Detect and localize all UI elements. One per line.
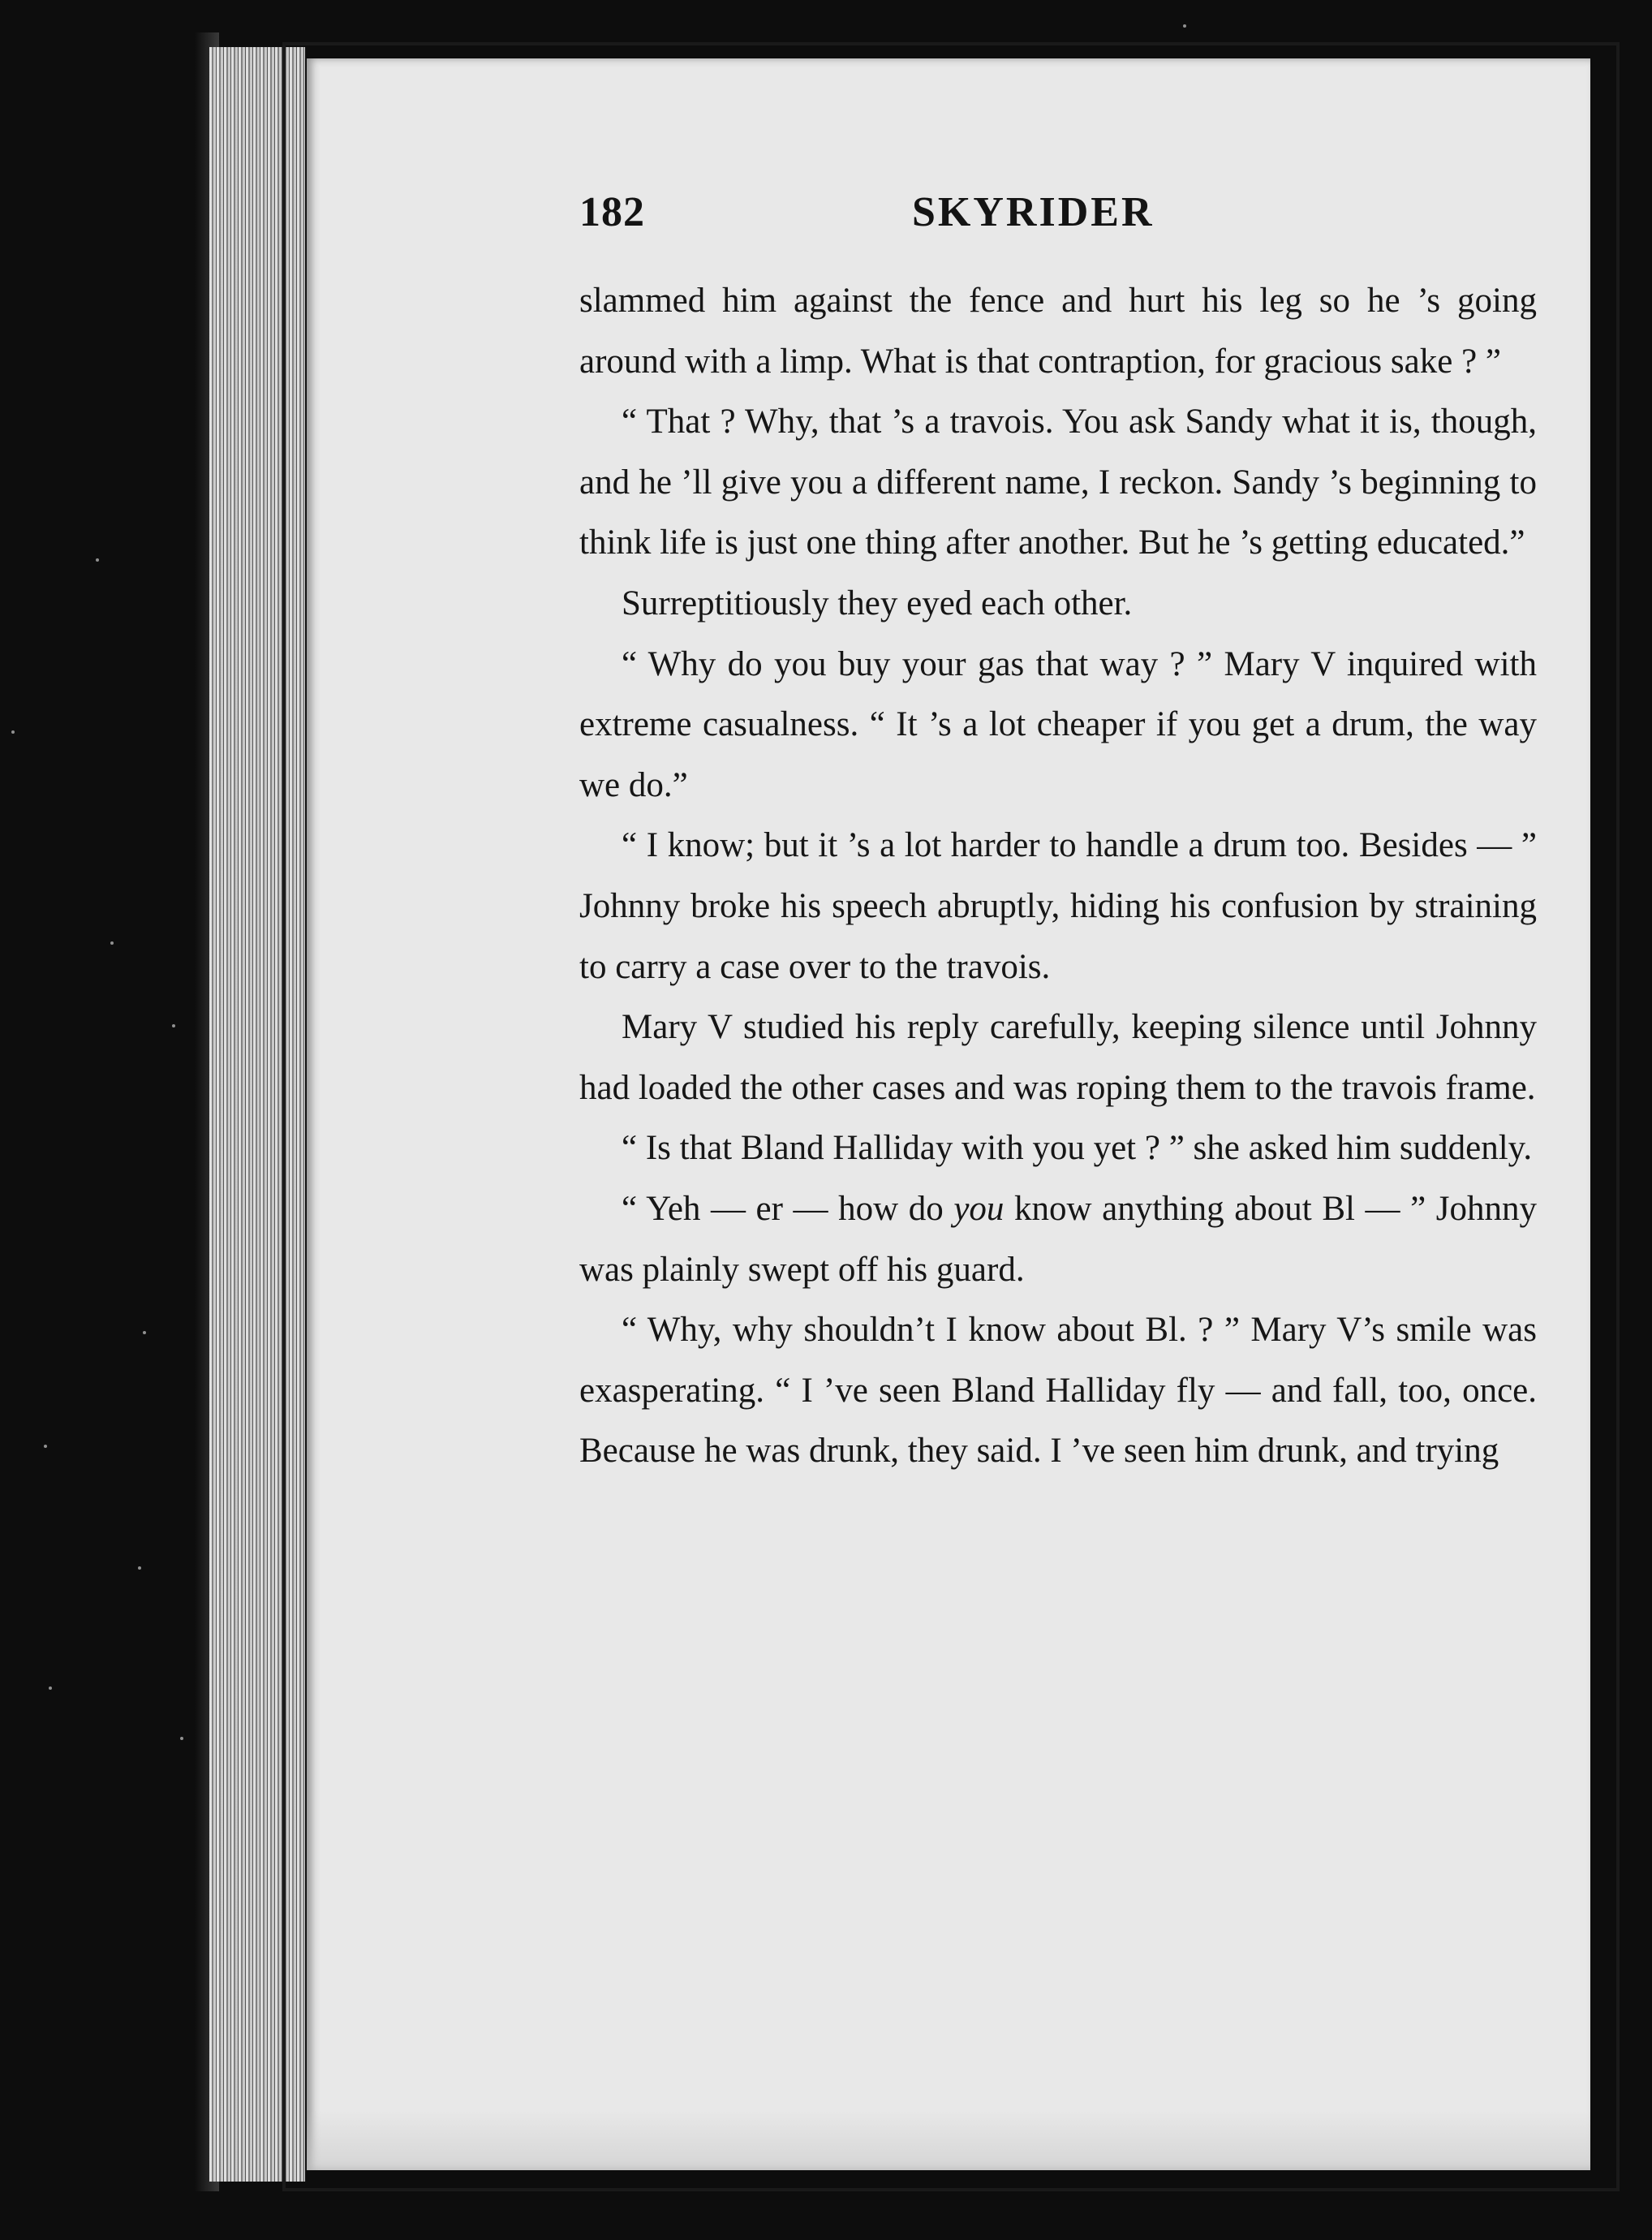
page-number: 182: [579, 189, 645, 235]
paragraph: [579, 1179, 1537, 1300]
paragraph-text: “ Yeh — er — how do: [622, 1189, 954, 1228]
scan-speck: [49, 1686, 52, 1690]
scan-speck: [11, 730, 15, 734]
page-bottom-shade: [307, 2110, 1590, 2170]
paragraph: “ I know; but it ’s a lot harder to handle a drum too. Besides — ” Johnny broke his speech abruptly, hiding his confusion by straining to carry a case over to the travois.: [579, 826, 1537, 986]
paragraph: “ Is that Bland Halliday with you yet ? ” she asked him suddenly.: [622, 1129, 1533, 1168]
scan-speck: [143, 1331, 146, 1334]
scan-speck: [96, 558, 99, 562]
scan-speck: [1183, 24, 1186, 28]
italic-emphasis: you: [953, 1189, 1005, 1228]
running-head: [579, 180, 1529, 245]
scan-speck: [172, 1024, 175, 1027]
scan-speck: [180, 1737, 183, 1740]
paragraph: slammed him against the fence and hurt his leg so he ’s going around with a limp. What is that contraption, for gracious sake ? ”: [579, 282, 1537, 381]
page-body-text: [579, 271, 1537, 1482]
paragraph: Surreptitiously they eyed each other.: [622, 584, 1133, 622]
scan-speck: [110, 941, 114, 945]
paragraph: “ Why, why shouldn’t I know about Bl. ? ” Mary V’s smile was exasperating. “ I ’ve seen Bland Halliday fly — and fall, too, once. Because he was drunk, they said. I ’ve seen him drunk, and trying: [579, 1311, 1537, 1471]
book-title: SKYRIDER: [912, 189, 1155, 235]
scan-speck: [44, 1445, 47, 1448]
paragraph: “ That ? Why, that ’s a travois. You ask Sandy what it is, though, and he ’ll give you a different name, I reckon. Sandy ’s beginning to think life is just one thing after another. But he ’s getting educated.”: [579, 403, 1537, 562]
scan-speck: [138, 1566, 141, 1570]
paragraph: Mary V studied his reply carefully, keeping silence until Johnny had loaded the other cases and was roping them to the travois frame.: [579, 1008, 1537, 1107]
paragraph: “ Why do you buy your gas that way ? ” Mary V inquired with extreme casualness. “ It ’s a lot cheaper if you get a drum, the way we do.”: [579, 644, 1537, 804]
paragraph-text: know anything about Bl — ” Johnny was plainly swept off his guard.: [579, 1189, 1537, 1289]
